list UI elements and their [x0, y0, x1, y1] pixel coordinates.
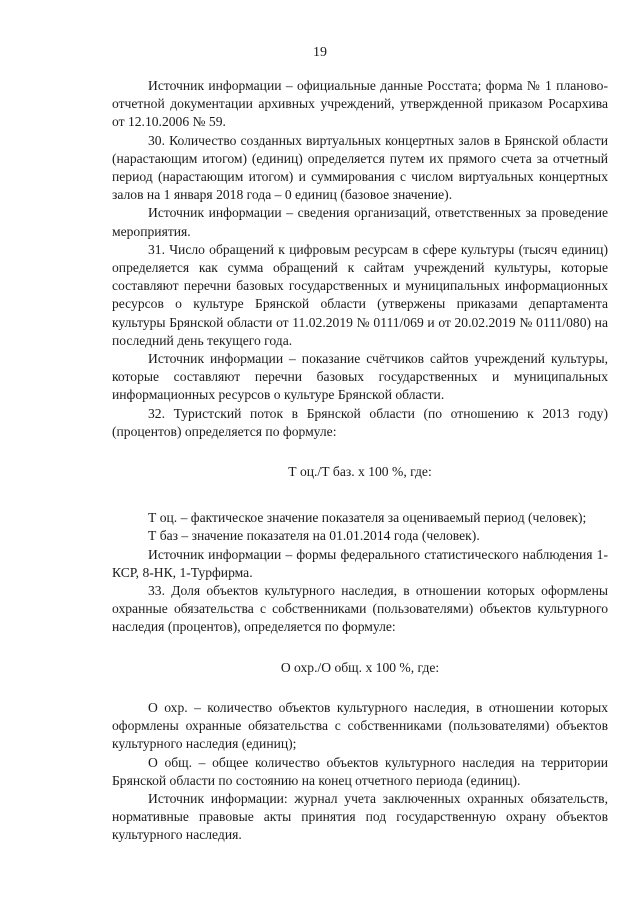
paragraph-source-journal: Источник информации: журнал учета заключенных охранных обязательств, нормативные правовые акты принятия под государственную охрану объектов культурного наследия. [112, 790, 608, 843]
definition-o-obshch: О общ. – общее количество объектов культурного наследия на территории Брянской области по состоянию на конец отчетного периода (единиц). [112, 754, 608, 788]
paragraph-source-statistics: Источник информации – формы федерального статистического наблюдения 1-КСР, 8-НК, 1-Турфирма. [112, 546, 608, 580]
document-body [112, 77, 608, 845]
paragraph-item-32: 32. Туристский поток в Брянской области (по отношению к 2013 году) (процентов) определяется по формуле: [112, 405, 608, 439]
paragraph-item-33: 33. Доля объектов культурного наследия, в отношении которых оформлены охранные обязательства с собственниками (пользователями) объектов культурного наследия (процентов), определяется по формуле: [112, 583, 608, 635]
formula-tourist-flow: Т оц./Т баз. х 100 %, где: [288, 464, 432, 480]
paragraph-item-31: 31. Число обращений к цифровым ресурсам в сфере культуры (тысяч единиц) определяется как сумма обращений к сайтам учреждений культуры, которые составляют перечни базовых государственных и муниципальных информационных ресурсов о культуре Брянской области (утвержены приказами департамента культуры Брянской области от 11.02.2019 № 0111/069 и от 20.02.2019 № 0111/080) на последний день текущего года. [112, 241, 608, 348]
paragraph-source-counters: Источник информации – показание счётчиков сайтов учреждений культуры, которые составляют перечни базовых государственных и муниципальных информационных ресурсов о культуре Брянской области. [112, 351, 608, 403]
paragraph-source-archive: Источник информации – официальные данные Росстата; форма № 1 планово-отчетной документации архивных учреждений, утвержденной приказом Росархива от 12.10.2006 № 59. [112, 78, 608, 130]
page-number: 19 [313, 45, 327, 60]
definition-t-oc: Т оц. – фактическое значение показателя за оцениваемый период (человек); [148, 510, 587, 526]
paragraph-source-organizations: Источник информации – сведения организаций, ответственных за проведение мероприятия. [112, 205, 608, 239]
definition-t-baz: Т баз – значение показателя на 01.01.2014 года (человек). [148, 528, 480, 544]
paragraph-item-30: 30. Количество созданных виртуальных концертных залов в Брянской области (нарастающим итогом) (единиц) определяется путем их прямого счета за отчетный период (нарастающим итогом) и суммирования с числом виртуальных концертных залов на 1 января 2018 года – 0 единиц (базовое значение). [112, 132, 608, 203]
definition-o-okhr: О охр. – количество объектов культурного наследия, в отношении которых оформлены охранные обязательства с собственниками (пользователями) объектов культурного наследия (единиц); [112, 699, 608, 752]
formula-heritage-share: О охр./О общ. х 100 %, где: [280, 659, 440, 675]
